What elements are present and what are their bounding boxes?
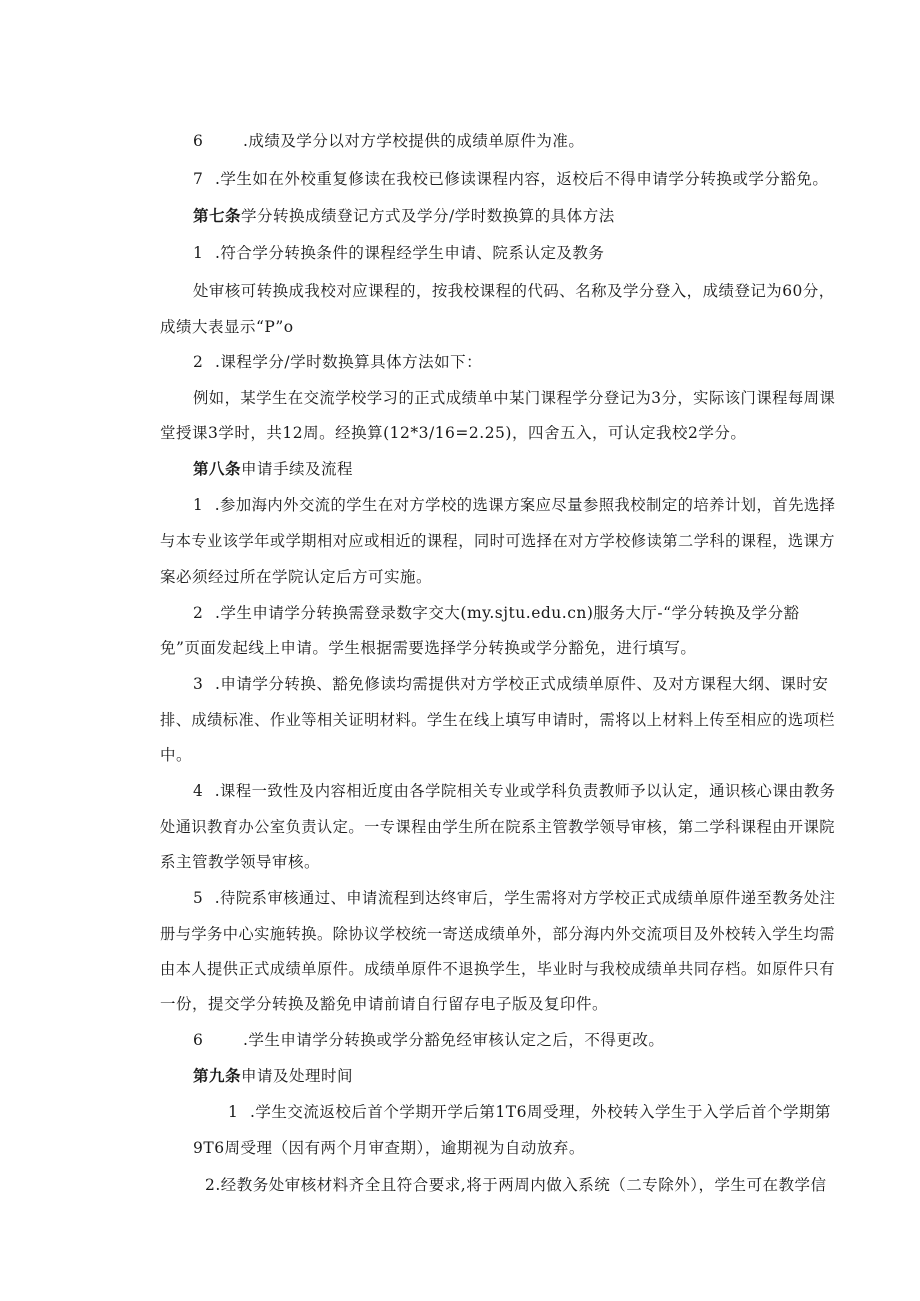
paragraph-line — [193, 352, 482, 372]
item-number: 7 — [193, 170, 204, 188]
paragraph-line: 中。 — [160, 746, 193, 764]
paragraph-line: 处审核可转换成我校对应课程的，按我校课程的代码、名称及学分登入，成绩登记为60分， — [193, 282, 835, 300]
paragraph-line — [193, 495, 835, 515]
item-number: 1 — [193, 496, 204, 514]
item-6-line — [193, 131, 584, 151]
text-run: .学生申请学分转换或学分豁免经审核认定之后，不得更改。 — [243, 1031, 665, 1049]
item-number: 6 — [193, 132, 204, 150]
text-run: .符合学分转换条件的课程经学生申请、院系认定及教务 — [215, 244, 605, 262]
article-label: 第九条 — [193, 1066, 242, 1085]
paragraph-line — [193, 1030, 664, 1050]
paragraph-line: 案必须经过所在学院认定后方可实施。 — [160, 568, 433, 586]
paragraph-line: 2.经教务处审核材料齐全且符合要求,将于两周内做入系统（二专除外），学生可在教学信 — [205, 1176, 827, 1194]
article-title: 申请手续及流程 — [241, 460, 354, 478]
article-8-heading — [193, 459, 353, 479]
item-7-line — [193, 169, 828, 189]
article-9-heading — [193, 1066, 353, 1086]
item-number: 2 — [193, 353, 204, 371]
article-title: 申请及处理时间 — [241, 1067, 354, 1085]
item-text: .成绩及学分以对方学校提供的成绩单原件为准。 — [243, 132, 585, 150]
item-text: .学生如在外校重复修读在我校已修读课程内容，返校后不得申请学分转换或学分豁免。 — [215, 170, 829, 188]
item-number: 1 — [193, 244, 204, 262]
paragraph-line: 堂授课3学时，共12周。经换算(12*3/16=2.25)，四舍五入，可认定我校2学分。 — [160, 424, 747, 442]
paragraph-line — [193, 888, 835, 908]
paragraph-line — [193, 781, 835, 801]
paragraph-line — [193, 674, 828, 694]
paragraph-line: 一份，提交学分转换及豁免申请前请自行留存电子版及复印件。 — [160, 995, 609, 1013]
article-title: 学分转换成绩登记方式及学分/学时数换算的具体方法 — [241, 207, 615, 225]
paragraph-line — [228, 1102, 831, 1122]
text-run: .待院系审核通过、申请流程到达终审后，学生需将对方学校正式成绩单原件递至教务处注 — [214, 889, 836, 907]
item-number: 6 — [193, 1031, 204, 1049]
item-number: 1 — [228, 1103, 239, 1121]
text-run: .学生申请学分转换需登录数字交大(my.sjtu.edu.cn)服务大厅-“学分转换及学分豁 — [215, 604, 800, 622]
item-number: 5 — [193, 889, 204, 907]
paragraph-line: 处通识教育办公室负责认定。一专课程由学生所在院系主管教学领导审核，第二学科课程由开课院 — [160, 818, 836, 836]
item-number: 3 — [193, 675, 204, 693]
item-number: 2 — [193, 604, 204, 622]
text-run: .课程学分/学时数换算具体方法如下： — [215, 353, 483, 371]
paragraph-line: 9T6周受理（因有两个月审查期），逾期视为自动放弃。 — [193, 1139, 585, 1157]
paragraph-line: 免”页面发起线上申请。学生根据需要选择学分转换或学分豁免，进行填写。 — [160, 639, 697, 657]
paragraph-line: 册与学务中心实施转换。除协议学校统一寄送成绩单外，部分海内外交流项目及外校转入学生均需 — [160, 925, 836, 943]
paragraph-line: 排、成绩标准、作业等相关证明材料。学生在线上填写申请时，需将以上材料上传至相应的选项栏 — [160, 711, 836, 729]
text-run: .学生交流返校后首个学期开学后第1T6周受理，外校转入学生于入学后首个学期第 — [250, 1103, 831, 1121]
text-run: .参加海内外交流的学生在对方学校的选课方案应尽量参照我校制定的培养计划，首先选择 — [214, 496, 836, 514]
paragraph-line: 与本专业该学年或学期相对应或相近的课程，同时可选择在对方学校修读第二学科的课程，选课方 — [160, 532, 836, 550]
paragraph-line — [193, 603, 800, 623]
article-label: 第八条 — [193, 459, 242, 478]
paragraph-line: 例如，某学生在交流学校学习的正式成绩单中某门课程学分登记为3分，实际该门课程每周课 — [193, 389, 836, 407]
item-number: 4 — [193, 782, 204, 800]
paragraph-line: 系主管教学领导审核。 — [160, 853, 321, 871]
article-label: 第七条 — [193, 206, 242, 225]
text-run: .课程一致性及内容相近度由各学院相关专业或学科负责教师予以认定，通识核心课由教务 — [214, 782, 836, 800]
article-7-heading — [193, 206, 615, 226]
text-run: .申请学分转换、豁免修读均需提供对方学校正式成绩单原件、及对方课程大纲、课时安 — [215, 675, 829, 693]
paragraph-line: 成绩大表显示“P”o — [160, 318, 294, 336]
paragraph-line: 由本人提供正式成绩单原件。成绩单原件不退换学生，毕业时与我校成绩单共同存档。如原件只有 — [160, 960, 836, 978]
paragraph-line — [193, 243, 604, 263]
